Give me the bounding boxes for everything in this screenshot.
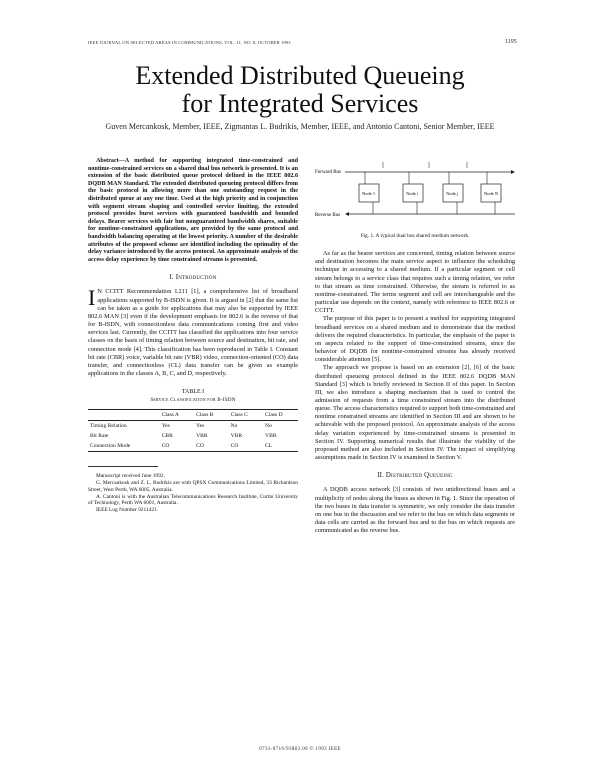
- body-paragraph: The approach we propose is based on an extension [2], [6] of the basic distributed queueing protocol defined in the IEEE 802.6 DQDB MAN Standard [3] which is briefly reviewed in Section II of this paper. In Section III, we also introduce a shaping mechanism that is used to control the admission of requests from a time constrained stream into the distributed queue. The access characteristics required to support both time-constrained and nontime constrained streams are identified in Section III and are shown to be achievable with the proposed protocol. An approximate analysis of the access delay variation experienced by time-constrained streams is presented in Section IV. Supporting numerical results that illustrate the viability of the proposed method are also included in Section IV. The impact of simplifying assumptions made in Section IV is examined in Section V.: [315, 364, 515, 462]
- title-line-2: for Integrated Services: [181, 89, 419, 118]
- table-cell: Yes: [196, 422, 205, 429]
- body-paragraph: A DQDB access network [3] consists of two unidirectional buses and a multiplicity of nodes along the buses as shown in Fig. 1. Since the operation of the two buses in data transfer is symmetric, we only consider the data transfer on one bus in the discussion and we refer to the bus on which data segments or data cells are carried as the forward bus and to the bus on which requests are communicated as the reverse bus.: [315, 486, 515, 535]
- table-cell: Timing Relation: [90, 422, 127, 429]
- intro-paragraph-text: N CCITT Recommendation I.211 [1], a comprehensive list of broadband applications supported by B-ISDN is given. It is argued in [2] that the same list can be taken as a guide for applications that may also be supported by IEEE 802.6 MAN [3] even if the development emphasis for 802.6 is the reverse of that for B-ISDN, with connectionless data communications coming first and video services last. Currently, the CCITT has classified the applications into four service classes on the basis of timing relation between source and destination, bit rate, and connection mode [4]. This classification has been reproduced in Table I. Constant bit rate (CBR) voice, variable bit rate (VBR) video, connection-oriented (CO) data transfer, and connectionless (CL) data transfer can be given as example applications in the classes A, B, C, and D, respectively.: [88, 288, 298, 378]
- right-column: [315, 158, 515, 535]
- abstract: Abstract—A method for supporting integrated time-constrained and nontime-constrained services on a shared dual bus network is presented. It is an extension of the basic distributed queue protocol defined in the IEEE 802.6 DQDB MAN Standard. The extended distributed queueing protocol differs from the basic protocol in allowing more than one outstanding request in the distributed queue at any one time. Used at the high priority and in conjunction with segment stream shaping and controlled service limiting, the extended protocol provides burst services with guaranteed bandwidth and bounded delays. Bearer services with fair but nonguaranteed bandwidth shares, suitable for nontime-constrained applications, are provided by the same protocol and bandwidth balancing operating at the lowest priority. A number of the desirable attributes of the proposed scheme are identified including the optimality of the delay variance introduced by the access protocol. An approximate analysis of the access delay experience by time constrained streams is presented.: [88, 158, 298, 263]
- footnote-manuscript: Manuscript received June 1992.: [96, 473, 165, 480]
- table-header-cell: Class B: [196, 411, 214, 418]
- table-row: [88, 431, 298, 441]
- node-j: [443, 172, 463, 214]
- forward-bus-label: Forward Bus: [315, 170, 341, 175]
- node-label: Node N: [484, 191, 499, 196]
- section-heading-distributed-queueing: II. Distributed Queueing: [377, 472, 453, 480]
- title-line-1: Extended Distributed Queueing: [135, 61, 465, 90]
- table-row: [88, 420, 298, 431]
- table-cell: VBR: [265, 432, 277, 439]
- node-1: [359, 172, 379, 214]
- table-cell: CO: [230, 442, 239, 449]
- figure-dual-bus: [315, 158, 515, 228]
- running-head: IEEE JOURNAL ON SELECTED AREAS IN COMMUNICATIONS, VOL. 11, NO. 8, OCTOBER 1993: [88, 40, 291, 45]
- table-caption: Service Classification for B-ISDN: [150, 397, 236, 404]
- node-n: [481, 172, 501, 214]
- reverse-arrow: [345, 212, 349, 216]
- table-cell: CBR: [161, 432, 173, 439]
- footnote-affiliation: G. Mercankosk and Z. L. Budrikis are with QPSX Communications Limited, 33 Richardson Street, West Perth, WA 6005, Australia.: [88, 479, 298, 493]
- table-cell: Bit Rate: [90, 432, 109, 439]
- table-header-cell: Class C: [230, 411, 248, 418]
- table-cell: CO: [196, 442, 204, 449]
- body-paragraph: The purpose of this paper is to present a method for supporting integrated broadband services on a shared medium and to demonstrate that the method delivers the required characteristics. In particular, the emphasis of the paper is on aspects related to the support of time-constrained streams, since the behavior of DQDB for nontime-constrained streams has already received considerable attention [5].: [315, 315, 515, 364]
- body-paragraph: As far as the bearer services are concerned, timing relation between source and destination becomes the main service aspect to influence the scheduling technique in accessing to a shared medium. If a particular segment or cell stream belongs to a service class that requires such a timing relation, we refer to that stream as time constrained. Otherwise, the stream is referred to as nontime-constrained. The terms segment and cell are interchangeable and the particular use depends on the context, namely with reference to IEEE 802.6 or CCITT.: [315, 250, 515, 315]
- intro-paragraph: [88, 285, 298, 378]
- table-cell: No: [230, 422, 238, 429]
- table-cell: VBR: [196, 432, 208, 439]
- section-heading-introduction: I. Introduction: [169, 274, 217, 282]
- dual-bus-diagram: [315, 158, 515, 228]
- table-cell: VBR: [230, 432, 243, 439]
- forward-arrow: [511, 170, 515, 174]
- reverse-bus-label: Reverse Bus: [315, 213, 341, 218]
- paper-title: [0, 62, 600, 118]
- table-cell: CL: [265, 442, 273, 449]
- table-header-row: [88, 409, 298, 420]
- node-label: Node 1: [362, 191, 376, 196]
- table-cell: No: [265, 422, 272, 429]
- node-label: Node j: [446, 191, 459, 196]
- table-header-cell: Class A: [161, 411, 179, 418]
- table-cell: Connection Mode: [90, 442, 131, 449]
- copyright-line: 0733-8716/93$03.00 © 1993 IEEE: [259, 746, 341, 752]
- left-column: [88, 158, 298, 514]
- page-number: 1195: [505, 39, 517, 45]
- table-row: [88, 441, 298, 452]
- drop-cap: I: [88, 285, 96, 311]
- node-i: [403, 172, 423, 214]
- node-label: Node i: [406, 191, 419, 196]
- footnote-affiliation: A. Cantoni is with the Australian Telecommunications Research Institute, Curtin University of Technology, Perth WA 6001, Australia.: [88, 493, 298, 507]
- table-title: TABLE I: [181, 389, 205, 396]
- table-cell: CO: [161, 442, 170, 449]
- table-cell: Yes: [161, 422, 170, 429]
- table-header-cell: [88, 409, 160, 420]
- service-class-table: [88, 409, 298, 453]
- footnotes: [88, 473, 298, 514]
- figure-caption: Fig. 1. A typical dual bus shared medium network.: [360, 233, 470, 239]
- footnote-rule: [88, 466, 158, 470]
- table-header-cell: Class D: [265, 411, 283, 418]
- author-list: Guven Mercankosk, Member, IEEE, Zigmantas L. Budrikis, Member, IEEE, and Antonio Cantoni, Senior Member, IEEE: [105, 122, 495, 131]
- footnote-log-number: IEEE Log Number 9211421.: [96, 507, 159, 514]
